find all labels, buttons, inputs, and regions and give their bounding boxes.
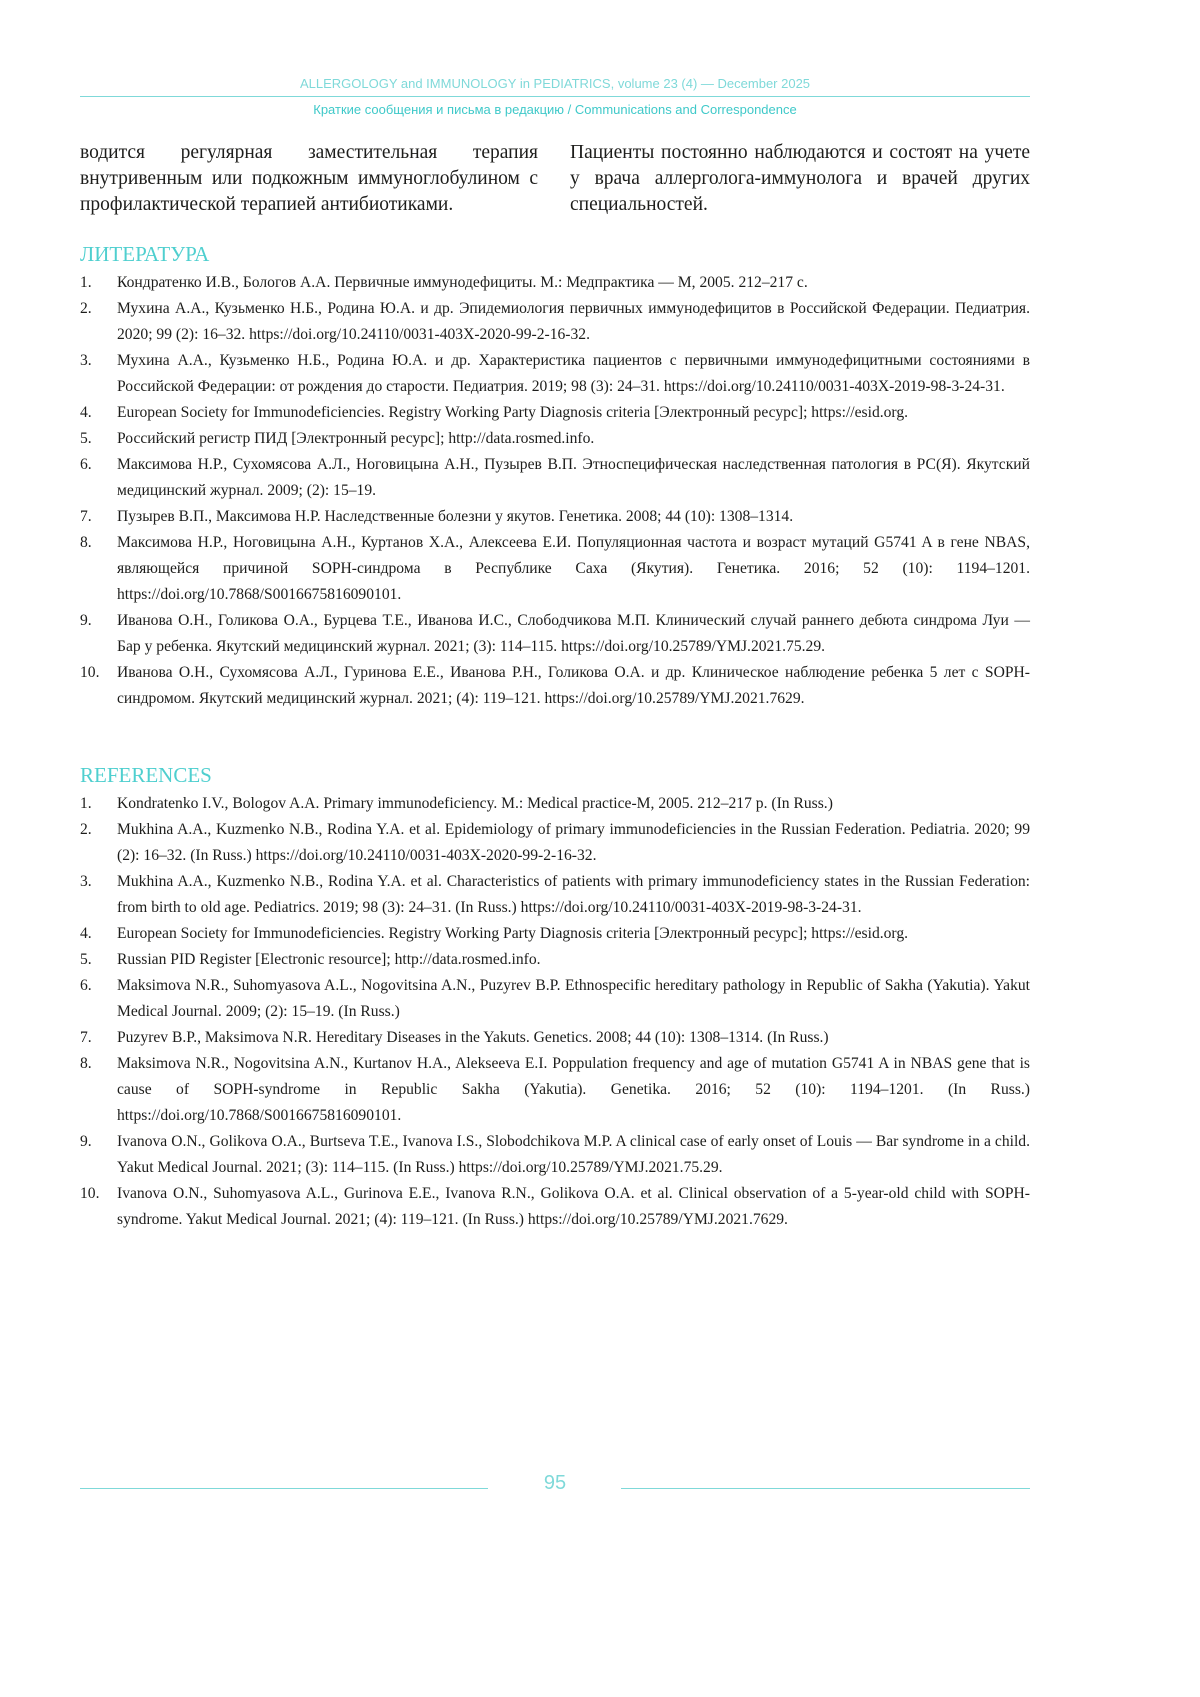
body-column-left: водится регулярная заместительная терапия внутривенным или подкожным иммуноглобулином с профилактической терапией антибиотиками. [80, 142, 538, 215]
reference-number: 9. [80, 1133, 92, 1150]
reference-item [80, 791, 1030, 817]
reference-item [80, 973, 1030, 1025]
reference-item [80, 921, 1030, 947]
reference-text: Мухина А.А., Кузьменко Н.Б., Родина Ю.А. и др. Эпидемиология первичных иммунодефицитов в Российской Федерации. Педиатрия. 2020; 99 (2): 16–32. https://doi.org/10.24110/0031-403X-2020-99-2-16-32. [117, 300, 1030, 343]
reference-number: 10. [80, 1185, 100, 1202]
reference-item [80, 400, 1030, 426]
reference-text: Пузырев В.П., Максимова Н.Р. Наследственные болезни у якутов. Генетика. 2008; 44 (10): 1308–1314. [117, 508, 794, 525]
reference-item [80, 1181, 1030, 1233]
reference-number: 1. [80, 274, 92, 291]
section-header: Краткие сообщения и письма в редакцию / Communications and Correspondence [313, 102, 797, 117]
reference-number: 6. [80, 977, 92, 994]
reference-number: 8. [80, 534, 92, 551]
reference-text: Mukhina A.A., Kuzmenko N.B., Rodina Y.A. et al. Epidemiology of primary immunodeficiencies in the Russian Federation. Pediatria. 2020; 99 (2): 16–32. (In Russ.) https://doi.org/10.24110/0031-403X-2020-99-2-16-32. [117, 821, 1030, 864]
reference-text: European Society for Immunodeficiencies. Registry Working Party Diagnosis criteria [Электронный ресурс]; https://esid.org. [117, 925, 909, 942]
body-column-right: Пациенты постоянно наблюдаются и состоят на учете у врача аллерголога-иммунолога и врачей других специальностей. [570, 142, 1030, 215]
literature-list [80, 270, 1030, 712]
reference-text: Кондратенко И.В., Бологов А.А. Первичные иммунодефициты. М.: Медпрактика — М, 2005. 212–217 с. [117, 274, 808, 291]
reference-item [80, 1051, 1030, 1129]
reference-number: 7. [80, 508, 92, 525]
reference-number: 1. [80, 795, 92, 812]
reference-item [80, 504, 1030, 530]
reference-item [80, 296, 1030, 348]
reference-item [80, 608, 1030, 660]
reference-number: 2. [80, 821, 92, 838]
footer-line-right [621, 1488, 1030, 1489]
reference-number: 4. [80, 925, 92, 942]
reference-item [80, 817, 1030, 869]
reference-text: Мухина А.А., Кузьменко Н.Б., Родина Ю.А. и др. Характеристика пациентов с первичными иммунодефицитными состояниями в Российской Федерации: от рождения до старости. Педиатрия. 2019; 98 (3): 24–31. https://doi.org/10.24110/0031-403X-2019-98-3-24-31. [117, 352, 1030, 395]
page-number: 95 [543, 1472, 567, 1494]
journal-header: ALLERGOLOGY and IMMUNOLOGY in PEDIATRICS, volume 23 (4) — December 2025 [299, 76, 811, 91]
reference-text: Иванова О.Н., Голикова О.А., Бурцева Т.Е., Иванова И.С., Слободчикова М.П. Клинический случай раннего дебюта синдрома Луи — Бар у ребенка. Якутский медицинский журнал. 2021; (3): 114–115. https://doi.org/10.25789/YMJ.2021.75.29. [117, 612, 1030, 655]
reference-text: Максимова Н.Р., Сухомясова А.Л., Ноговицына А.Н., Пузырев В.П. Этноспецифическая наследственная патология в РС(Я). Якутский медицинский журнал. 2009; (2): 15–19. [117, 456, 1030, 499]
reference-item [80, 869, 1030, 921]
reference-number: 2. [80, 300, 92, 317]
reference-number: 5. [80, 951, 92, 968]
reference-text: Иванова О.Н., Сухомясова А.Л., Гуринова Е.Е., Иванова Р.Н., Голикова О.А. и др. Клиническое наблюдение ребенка 5 лет с SOPH-синдромом. Якутский медицинский журнал. 2021; (4): 119–121. https://doi.org/10.25789/YMJ.2021.7629. [117, 664, 1030, 707]
reference-text: Российский регистр ПИД [Электронный ресурс]; http://data.rosmed.info. [117, 430, 595, 447]
reference-number: 6. [80, 456, 92, 473]
references-heading: REFERENCES [80, 763, 212, 787]
reference-number: 3. [80, 352, 92, 369]
reference-item [80, 530, 1030, 608]
reference-text: Ivanova O.N., Suhomyasova A.L., Gurinova E.E., Ivanova R.N., Golikova O.A. et al. Clinical observation of a 5-year-old child with SOPH-syndrome. Yakut Medical Journal. 2021; (4): 119–121. (In Russ.) https://doi.org/10.25789/YMJ.2021.7629. [117, 1185, 1030, 1228]
reference-item [80, 1129, 1030, 1181]
reference-number: 8. [80, 1055, 92, 1072]
reference-text: European Society for Immunodeficiencies. Registry Working Party Diagnosis criteria [Электронный ресурс]; https://esid.org. [117, 404, 909, 421]
header-divider [80, 96, 1030, 97]
references-list [80, 791, 1030, 1233]
reference-text: Maksimova N.R., Suhomyasova A.L., Nogovitsina A.N., Puzyrev B.P. Ethnospecific hereditary pathology in Republic of Sakha (Yakutia). Yakut Medical Journal. 2009; (2): 15–19. (In Russ.) [117, 977, 1030, 1020]
reference-text: Puzyrev B.P., Maksimova N.R. Hereditary Diseases in the Yakuts. Genetics. 2008; 44 (10): 1308–1314. (In Russ.) [117, 1029, 829, 1046]
reference-item [80, 270, 1030, 296]
reference-text: Maksimova N.R., Nogovitsina A.N., Kurtanov H.A., Alekseeva E.I. Poppulation frequency and age of mutation G5741 A in NBAS gene that is cause of SOPH-syndrome in Republic Sakha (Yakutia). Genetika. 2016; 52 (10): 1194–1201. (In Russ.) https://doi.org/10.7868/S0016675816090101. [117, 1055, 1030, 1124]
reference-text: Mukhina A.A., Kuzmenko N.B., Rodina Y.A. et al. Characteristics of patients with primary immunodeficiency states in the Russian Federation: from birth to old age. Pediatrics. 2019; 98 (3): 24–31. (In Russ.) https://doi.org/10.24110/0031-403X-2019-98-3-24-31. [117, 873, 1030, 916]
reference-text: Максимова Н.Р., Ноговицына А.Н., Куртанов Х.А., Алексеева Е.И. Популяционная частота и возраст мутаций G5741 A в гене NBAS, являющейся причиной SOPH-синдрома в Республике Саха (Якутия). Генетика. 2016; 52 (10): 1194–1201. https://doi.org/10.7868/S0016675816090101. [117, 534, 1030, 603]
reference-item [80, 1025, 1030, 1051]
reference-number: 10. [80, 664, 100, 681]
reference-text: Kondratenko I.V., Bologov A.A. Primary immunodeficiency. M.: Medical practice-M, 2005. 212–217 p. (In Russ.) [117, 795, 833, 812]
reference-item [80, 348, 1030, 400]
reference-number: 5. [80, 430, 92, 447]
reference-item [80, 426, 1030, 452]
reference-text: Ivanova O.N., Golikova O.A., Burtseva T.E., Ivanova I.S., Slobodchikova M.P. A clinical case of early onset of Louis — Bar syndrome in a child. Yakut Medical Journal. 2021; (3): 114–115. (In Russ.) https://doi.org/10.25789/YMJ.2021.75.29. [117, 1133, 1030, 1176]
reference-number: 7. [80, 1029, 92, 1046]
reference-item [80, 660, 1030, 712]
reference-number: 3. [80, 873, 92, 890]
reference-number: 9. [80, 612, 92, 629]
reference-text: Russian PID Register [Electronic resource]; http://data.rosmed.info. [117, 951, 541, 968]
reference-item [80, 947, 1030, 973]
reference-item [80, 452, 1030, 504]
literature-heading: ЛИТЕРАТУРА [80, 242, 210, 266]
reference-number: 4. [80, 404, 92, 421]
